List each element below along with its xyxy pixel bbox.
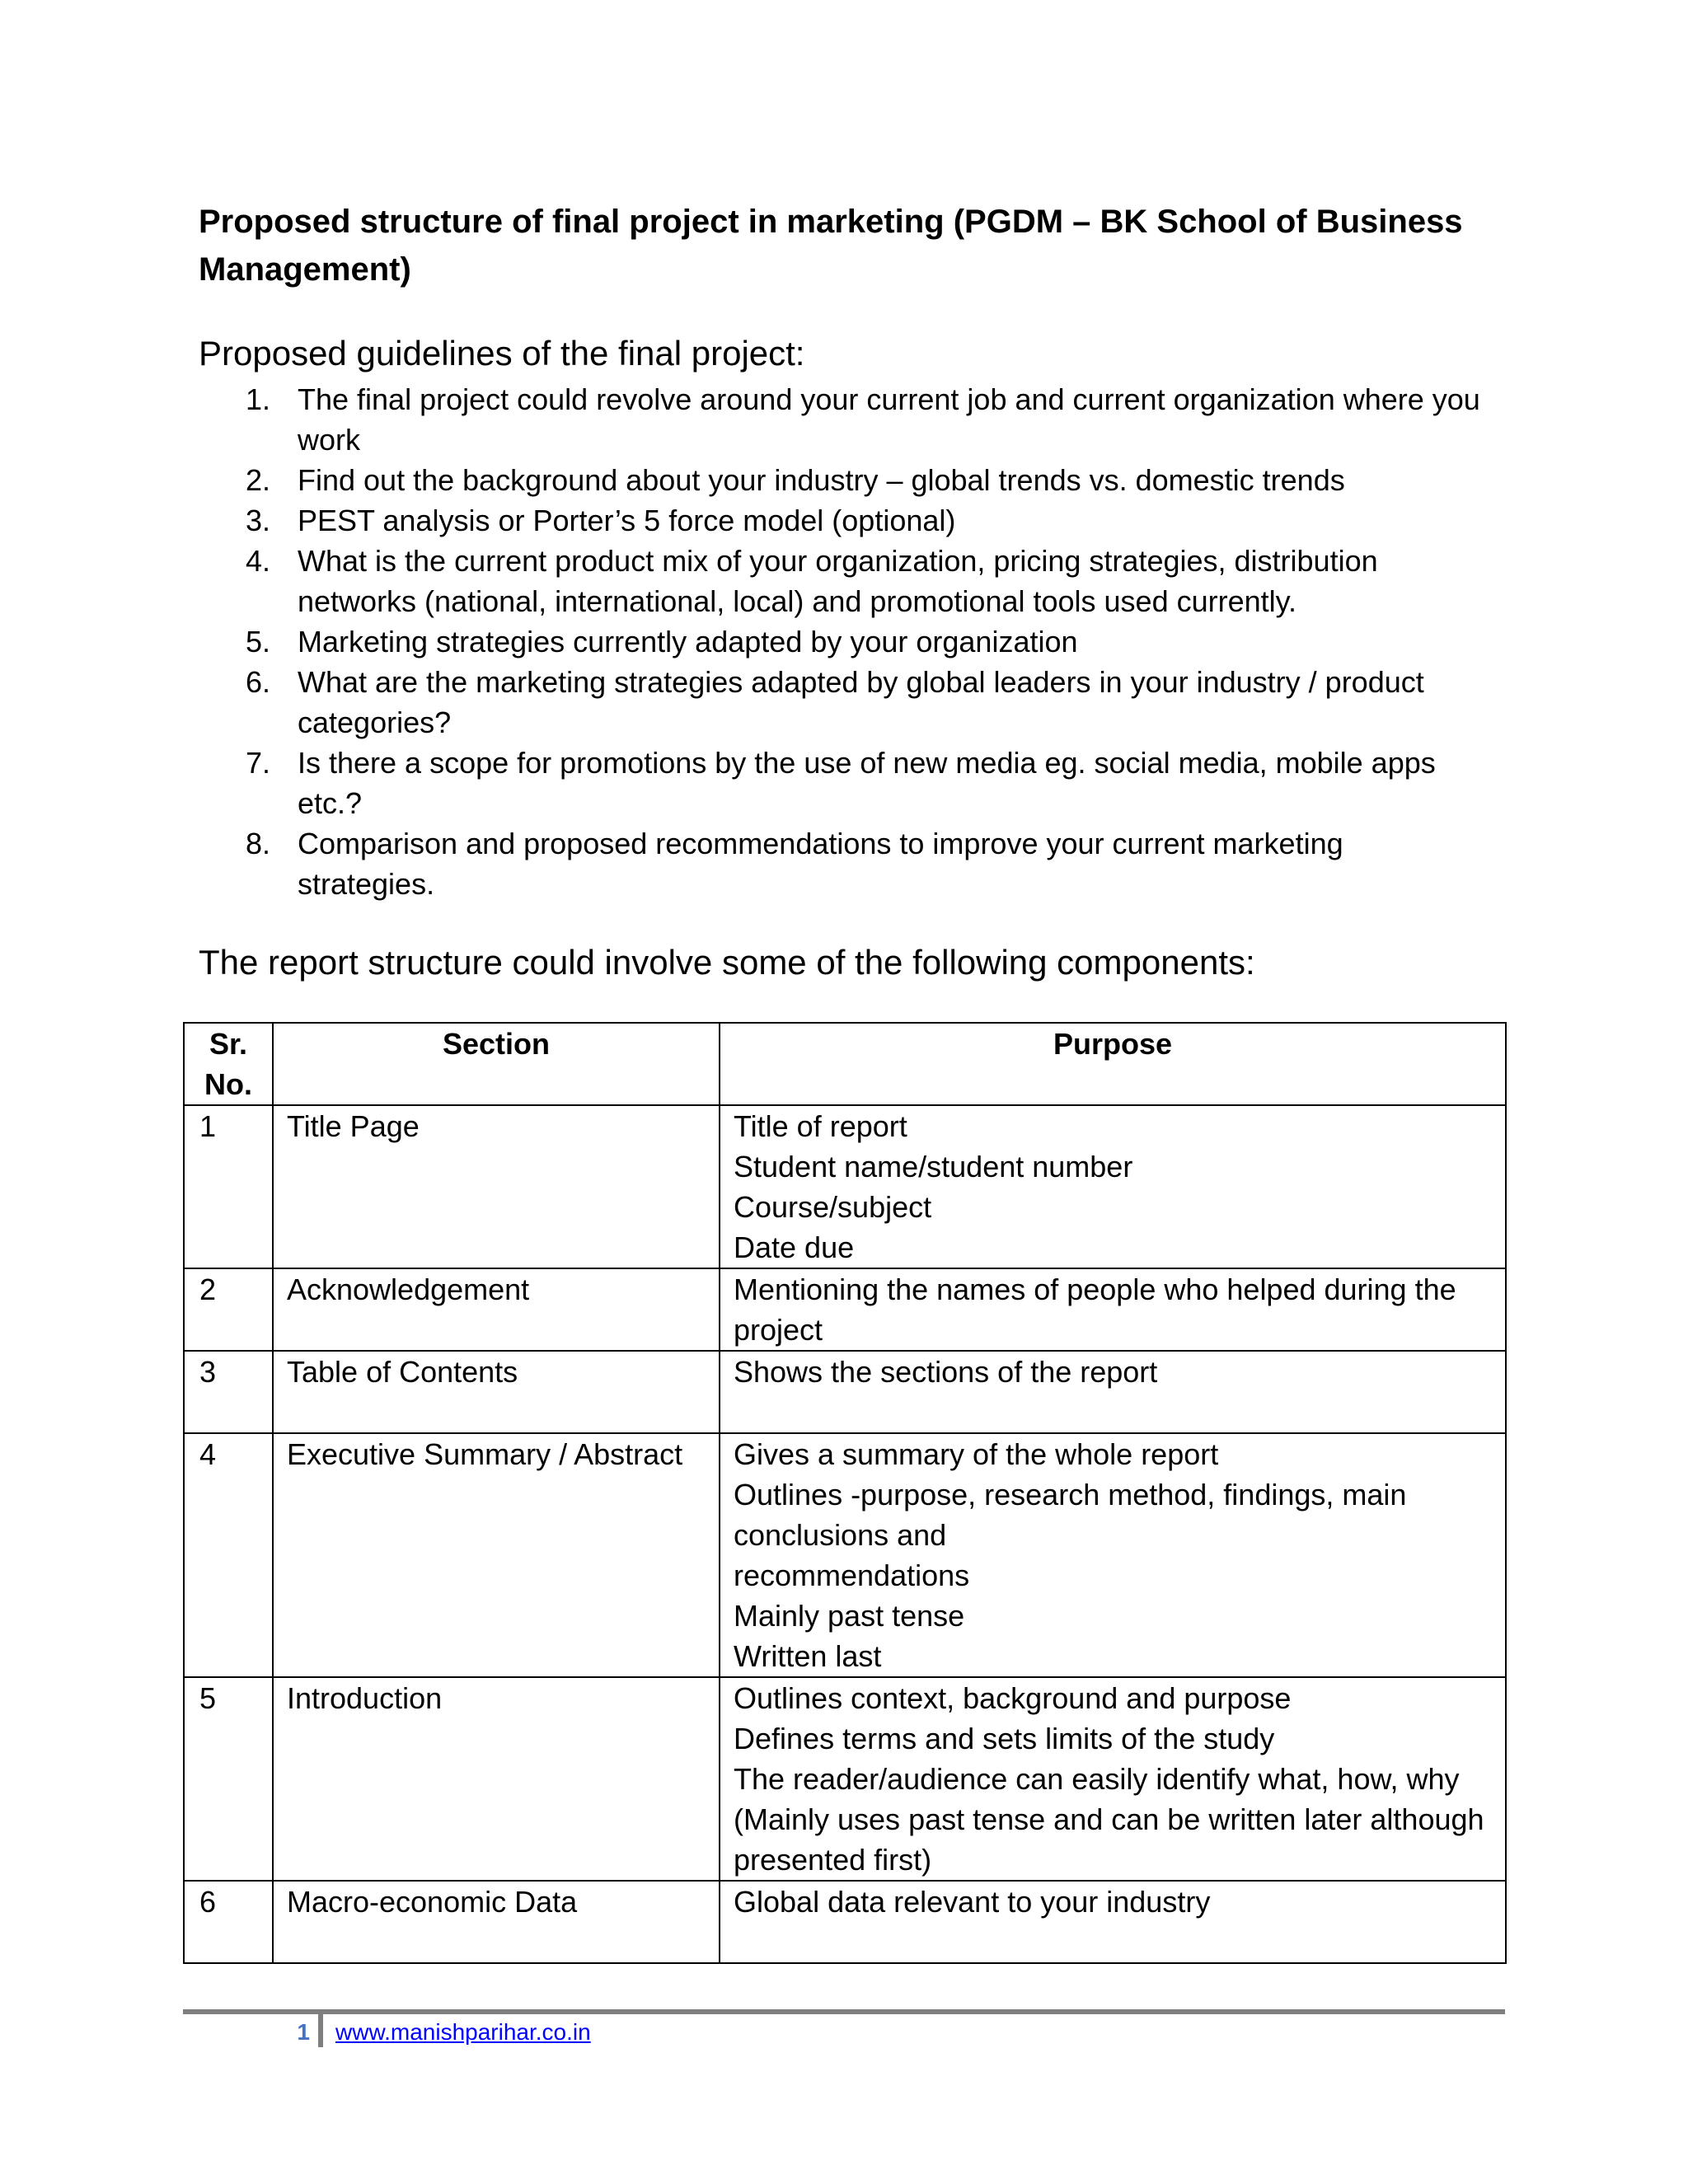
purpose-line: Title of report [734,1109,907,1143]
table-row [184,1351,1506,1433]
cell-sr-no: 4 [184,1433,273,1677]
cell-section: Acknowledgement [273,1268,720,1351]
guideline-item [199,743,1484,823]
purpose-line: Shows the sections of the report [734,1355,1158,1389]
guideline-text: PEST analysis or Porter’s 5 force model (optional) [298,504,956,537]
report-structure-heading: The report structure could involve some of the following components: [199,943,1255,982]
cell-purpose [720,1351,1506,1433]
guideline-text: Marketing strategies currently adapted by your organization [298,625,1078,658]
cell-section: Table of Contents [273,1351,720,1433]
guideline-item [199,621,1484,662]
table-row [184,1881,1506,1963]
guideline-number: 4. [246,544,271,578]
purpose-line: Defines terms and sets limits of the study [734,1722,1275,1755]
cell-purpose [720,1881,1506,1963]
guideline-item [199,379,1484,460]
footer-divider [183,2009,1505,2014]
table-row [184,1677,1506,1881]
cell-purpose [720,1105,1506,1268]
cell-section: Executive Summary / Abstract [273,1433,720,1677]
table-header-row [184,1023,1506,1105]
cell-section: Macro-economic Data [273,1881,720,1963]
guideline-item [199,823,1484,904]
guideline-item [199,662,1484,743]
cell-sr-no: 5 [184,1677,273,1881]
table-row [184,1433,1506,1677]
cell-sr-no: 1 [184,1105,273,1268]
cell-sr-no: 2 [184,1268,273,1351]
purpose-line: (Mainly uses past tense and can be written later although presented first) [734,1802,1484,1877]
cell-section: Title Page [273,1105,720,1268]
purpose-line: Student name/student number [734,1150,1133,1183]
cell-sr-no: 3 [184,1351,273,1433]
guideline-item [199,460,1484,500]
footer-separator [318,2014,323,2047]
purpose-line: Outlines context, background and purpose [734,1681,1292,1715]
guideline-number: 3. [246,504,271,537]
guideline-item [199,500,1484,541]
guideline-number: 7. [246,746,271,780]
guideline-text: The final project could revolve around your current job and current organization where you work [298,382,1480,457]
table-row [184,1268,1506,1351]
guideline-text: Is there a scope for promotions by the use of new media eg. social media, mobile apps etc.? [298,746,1436,820]
footer-website-link[interactable]: www.manishparihar.co.in [335,2019,591,2045]
guidelines-heading: Proposed guidelines of the final project: [199,334,805,373]
purpose-line: Written last [734,1639,882,1673]
guideline-item [199,541,1484,621]
purpose-line: Mentioning the names of people who helped during the project [734,1272,1456,1347]
cell-purpose [720,1268,1506,1351]
cell-sr-no: 6 [184,1881,273,1963]
guideline-number: 1. [246,382,271,416]
cell-purpose [720,1433,1506,1677]
purpose-line: The reader/audience can easily identify what, how, why [734,1762,1460,1796]
purpose-line: Outlines -purpose, research method, findings, main conclusions and [734,1478,1407,1552]
purpose-line: Course/subject [734,1190,932,1224]
purpose-line: recommendations [734,1558,970,1592]
guideline-number: 6. [246,665,271,699]
purpose-line: Date due [734,1230,855,1264]
cell-section: Introduction [273,1677,720,1881]
guideline-text: Comparison and proposed recommendations to improve your current marketing strategies. [298,827,1343,901]
guideline-text: What is the current product mix of your organization, pricing strategies, distribution networks (national, international, local) and promotional tools used currently. [298,544,1378,618]
page-number: 1 [297,2019,310,2045]
purpose-line: Gives a summary of the whole report [734,1437,1219,1471]
guideline-text: What are the marketing strategies adapted by global leaders in your industry / product categories? [298,665,1424,739]
guideline-text: Find out the background about your industry – global trends vs. domestic trends [298,463,1345,497]
header-section: Section [273,1023,720,1105]
guideline-number: 8. [246,827,271,860]
table-row [184,1105,1506,1268]
guideline-number: 5. [246,625,271,658]
purpose-line: Global data relevant to your industry [734,1885,1211,1919]
document-title: Proposed structure of final project in marketing (PGDM – BK School of Business Management) [199,204,1463,288]
report-structure-table [183,1022,1507,1964]
cell-purpose [720,1677,1506,1881]
guideline-number: 2. [246,463,271,497]
header-purpose: Purpose [720,1023,1506,1105]
header-sr-no: Sr. No. [184,1023,273,1105]
guidelines-list [199,379,1484,904]
purpose-line: Mainly past tense [734,1599,965,1633]
